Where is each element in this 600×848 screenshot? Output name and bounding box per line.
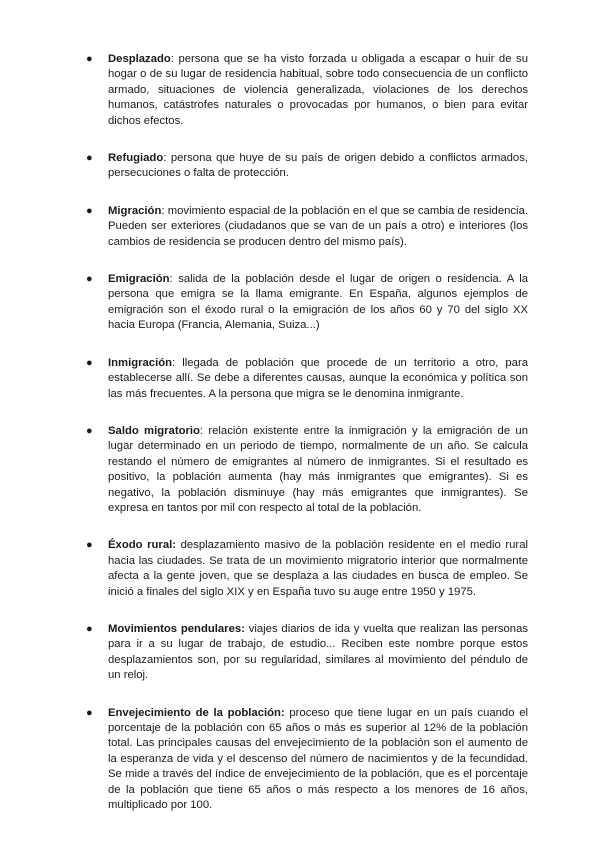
list-item (86, 52, 528, 129)
list-item (86, 706, 528, 814)
term-definition: llegada de población que procede de un territorio a otro, para establecerse allí. Se debe a diferentes causas, aunque la económica y política son las más frecuentes. A la persona que migra se le denomina inmigrante. (108, 356, 529, 400)
bullet-icon: ● (86, 204, 93, 217)
term-definition: persona que huye de su país de origen debido a conflictos armados, persecuciones o falta de protección. (108, 152, 528, 180)
term-separator: : (170, 53, 179, 65)
bullet-icon: ● (86, 152, 93, 165)
list-item (86, 538, 528, 600)
term-separator: : (199, 424, 209, 437)
bullet-icon: ● (86, 53, 93, 65)
term-label: Refugiado (108, 152, 164, 165)
list-item (86, 356, 528, 402)
list-item (86, 622, 528, 684)
term-definition: proceso que tiene lugar en un país cuando el porcentaje de la población con 65 años o más es superior al 12% de la población total. Las principales causas del envejecimiento de la población son el aumento de la esperanza de vida y el descenso del número de nacimientos y de la fecundidad. Se mide a través del índice de envejecimiento de la población, que es el porcentaje de la población que tiene 65 años o más respecto a los menores de 16 años, multiplicado por 100. (108, 706, 528, 812)
term-definition: salida de la población desde el lugar de origen o residencia. A la persona que emigra se la llama emigrante. En España, algunos ejemplos de emigración son el éxodo rural o la emigración de los años 60 y 70 del siglo XX hacia Europa (Francia, Alemania, Suiza...) (108, 273, 528, 332)
term-label: Movimientos pendulares: (108, 622, 245, 635)
term-definition: movimiento espacial de la población en el que se cambia de residencia. Pueden ser exteriores (ciudadanos que se van de un país a otro) e interiores (los cambios de residencia se producen dentro del mismo país). (108, 204, 528, 248)
term-label: Saldo migratorio (108, 424, 200, 437)
term-separator: : (169, 273, 179, 286)
term-label: Desplazado (108, 53, 171, 65)
term-separator: : (163, 152, 171, 165)
list-item (86, 424, 528, 516)
bullet-icon: ● (86, 273, 93, 286)
term-definition: desplazamiento masivo de la población residente en el medio rural hacia las ciudades. Se trata de un movimiento migratorio interior que normalmente afecta a la gente joven, que se desplaza a las ciudades en busca de empleo. Se inició a finales del siglo XIX y en España tuvo su auge entre 1950 y 1975. (108, 539, 528, 598)
term-label: Inmigración (108, 356, 173, 369)
list-item (86, 151, 528, 182)
term-label: Éxodo rural: (108, 539, 177, 552)
term-label: Migración (108, 204, 162, 217)
bullet-icon: ● (86, 424, 93, 437)
term-separator: : (172, 356, 183, 369)
list-item (86, 204, 528, 250)
term-definition: relación existente entre la inmigración y la emigración de un lugar determinado en un periodo de tiempo, normalmente de un año. Se calcula restando el número de emigrantes al número de inmigrantes. Si el resultado es positivo, la población aumenta (hay más inmigrantes que emigrantes). Si es negativo, la población disminuye (hay más emigrantes que inmigrantes). Se expresa en tantos por mil con respecto al total de la población. (108, 424, 528, 514)
bullet-icon: ● (86, 356, 93, 369)
glossary-list (86, 52, 528, 835)
term-definition: viajes diarios de ida y vuelta que realizan las personas para ir a su lugar de trabajo, de estudio... Reciben este nombre porque estos desplazamientos son, por su regularidad, similares al movimiento del péndulo de un reloj. (108, 622, 529, 682)
bullet-icon: ● (86, 539, 93, 552)
bullet-icon: ● (86, 706, 93, 719)
term-label: Emigración (108, 273, 170, 286)
list-item (86, 272, 528, 334)
term-separator: : (161, 204, 168, 217)
bullet-icon: ● (86, 622, 93, 635)
term-definition: persona que se ha visto forzada u obligada a escapar o huir de su hogar o de su lugar de residencia habitual, sobre todo consecuencia de un conflicto armado, situaciones de violencia generalizada, violaciones de los derechos humanos, catástrofes naturales o provocadas por humanos, o bien para evitar dichos efectos. (108, 53, 528, 127)
term-label: Envejecimiento de la población: (108, 706, 285, 719)
